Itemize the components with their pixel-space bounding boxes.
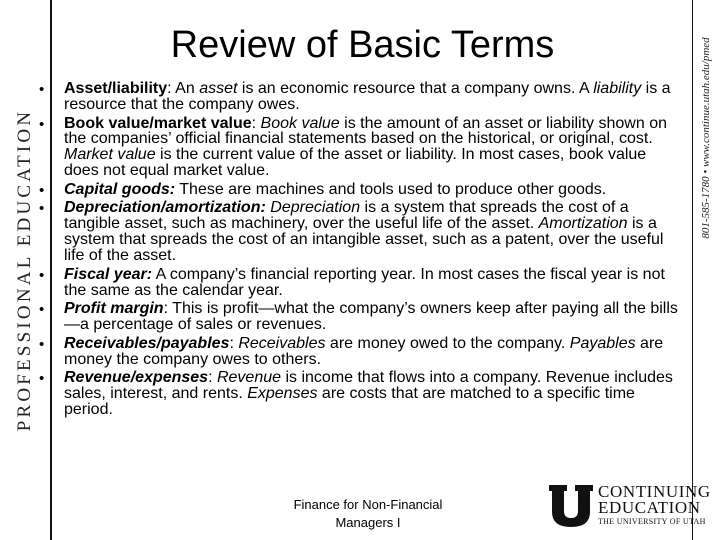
side-contact-text: 801-585-1780 • www.continue.utah.edu/pmed bbox=[700, 37, 712, 239]
term-text: is the current value of the asset or liability. In most cases, book value does not equal market value. bbox=[64, 146, 647, 180]
logo-line-2: EDUCATION bbox=[598, 498, 701, 517]
term-label: Book value/market value bbox=[64, 114, 252, 132]
footer-line-2: Managers I bbox=[335, 515, 401, 530]
term-item-fiscal-year bbox=[39, 267, 679, 299]
term-keyword: Market value bbox=[64, 146, 156, 164]
side-contact bbox=[693, 0, 720, 290]
term-item-book-market-value bbox=[39, 116, 679, 180]
term-item-asset-liability bbox=[39, 81, 679, 113]
term-item-revenue-expenses bbox=[39, 370, 679, 418]
footer-line-1: Finance for Non-Financial bbox=[293, 497, 443, 512]
term-item-depreciation-amortization bbox=[39, 200, 679, 264]
term-text: are costs that are matched to a specific time period. bbox=[64, 385, 635, 419]
slide-title: Review of Basic Terms bbox=[170, 24, 555, 66]
term-text: are money owed to the company. bbox=[325, 334, 570, 352]
footer-caption bbox=[268, 496, 468, 532]
term-text: These are machines and tools used to produce other goods. bbox=[175, 180, 607, 198]
term-item-receivables-payables bbox=[39, 336, 679, 368]
term-item-capital-goods bbox=[39, 182, 679, 198]
university-logo bbox=[548, 480, 713, 530]
term-text: is a system that spreads the cost of a tangible asset, such as machinery, over the useful life of the asset. bbox=[64, 199, 629, 233]
term-text: : bbox=[251, 114, 261, 132]
term-text: : bbox=[229, 334, 239, 352]
term-keyword: Receivables bbox=[238, 334, 326, 352]
terms-list bbox=[39, 81, 679, 421]
term-keyword: Amortization bbox=[538, 215, 628, 233]
side-banner-text: PROFESSIONAL EDUCATION bbox=[14, 108, 35, 432]
term-keyword: liability bbox=[593, 80, 642, 97]
term-text: is a system that spreads the cost of an intangible asset, such as a patent, over the useful life of the asset. bbox=[64, 215, 664, 265]
term-text: is a resource that the company owes. bbox=[64, 80, 671, 113]
term-label: Revenue/expenses bbox=[64, 369, 209, 387]
term-label: Asset/liability bbox=[64, 80, 168, 97]
term-label: Depreciation/amortization: bbox=[64, 199, 266, 217]
logo-line-1: CONTINUING bbox=[598, 482, 711, 501]
term-label: Profit margin bbox=[64, 300, 164, 318]
term-text: : This is profit—what the company’s owners keep after paying all the bills—a percentage of sales or revenues. bbox=[64, 300, 678, 334]
term-text: is an economic resource that a company owns. A bbox=[237, 80, 594, 97]
term-text: is income that flows into a company. Revenue includes sales, interest, and rents. bbox=[64, 369, 673, 403]
logo-line-3: THE UNIVERSITY OF UTAH bbox=[598, 517, 706, 526]
term-label: Receivables/payables bbox=[64, 334, 230, 352]
term-label: Capital goods: bbox=[64, 180, 176, 198]
term-keyword: Revenue bbox=[216, 369, 282, 387]
term-text: : bbox=[208, 369, 217, 387]
term-item-profit-margin bbox=[39, 301, 679, 333]
term-keyword: Book value bbox=[260, 114, 340, 132]
term-text: A company’s financial reporting year. In most cases the fiscal year is not the same as the calendar year. bbox=[64, 265, 665, 299]
term-keyword: asset bbox=[199, 80, 238, 97]
term-keyword: Depreciation bbox=[270, 199, 361, 217]
term-text: is the amount of an asset or liability shown on the companies’ official financial statements based on the historical, or original, cost. bbox=[64, 114, 667, 148]
term-keyword: Expenses bbox=[247, 385, 318, 403]
block-u-icon bbox=[548, 482, 594, 528]
term-text: are money the company owes to others. bbox=[64, 334, 664, 368]
term-keyword: Payables bbox=[569, 334, 636, 352]
term-label: Fiscal year: bbox=[64, 265, 153, 283]
term-text: : An bbox=[167, 80, 200, 97]
